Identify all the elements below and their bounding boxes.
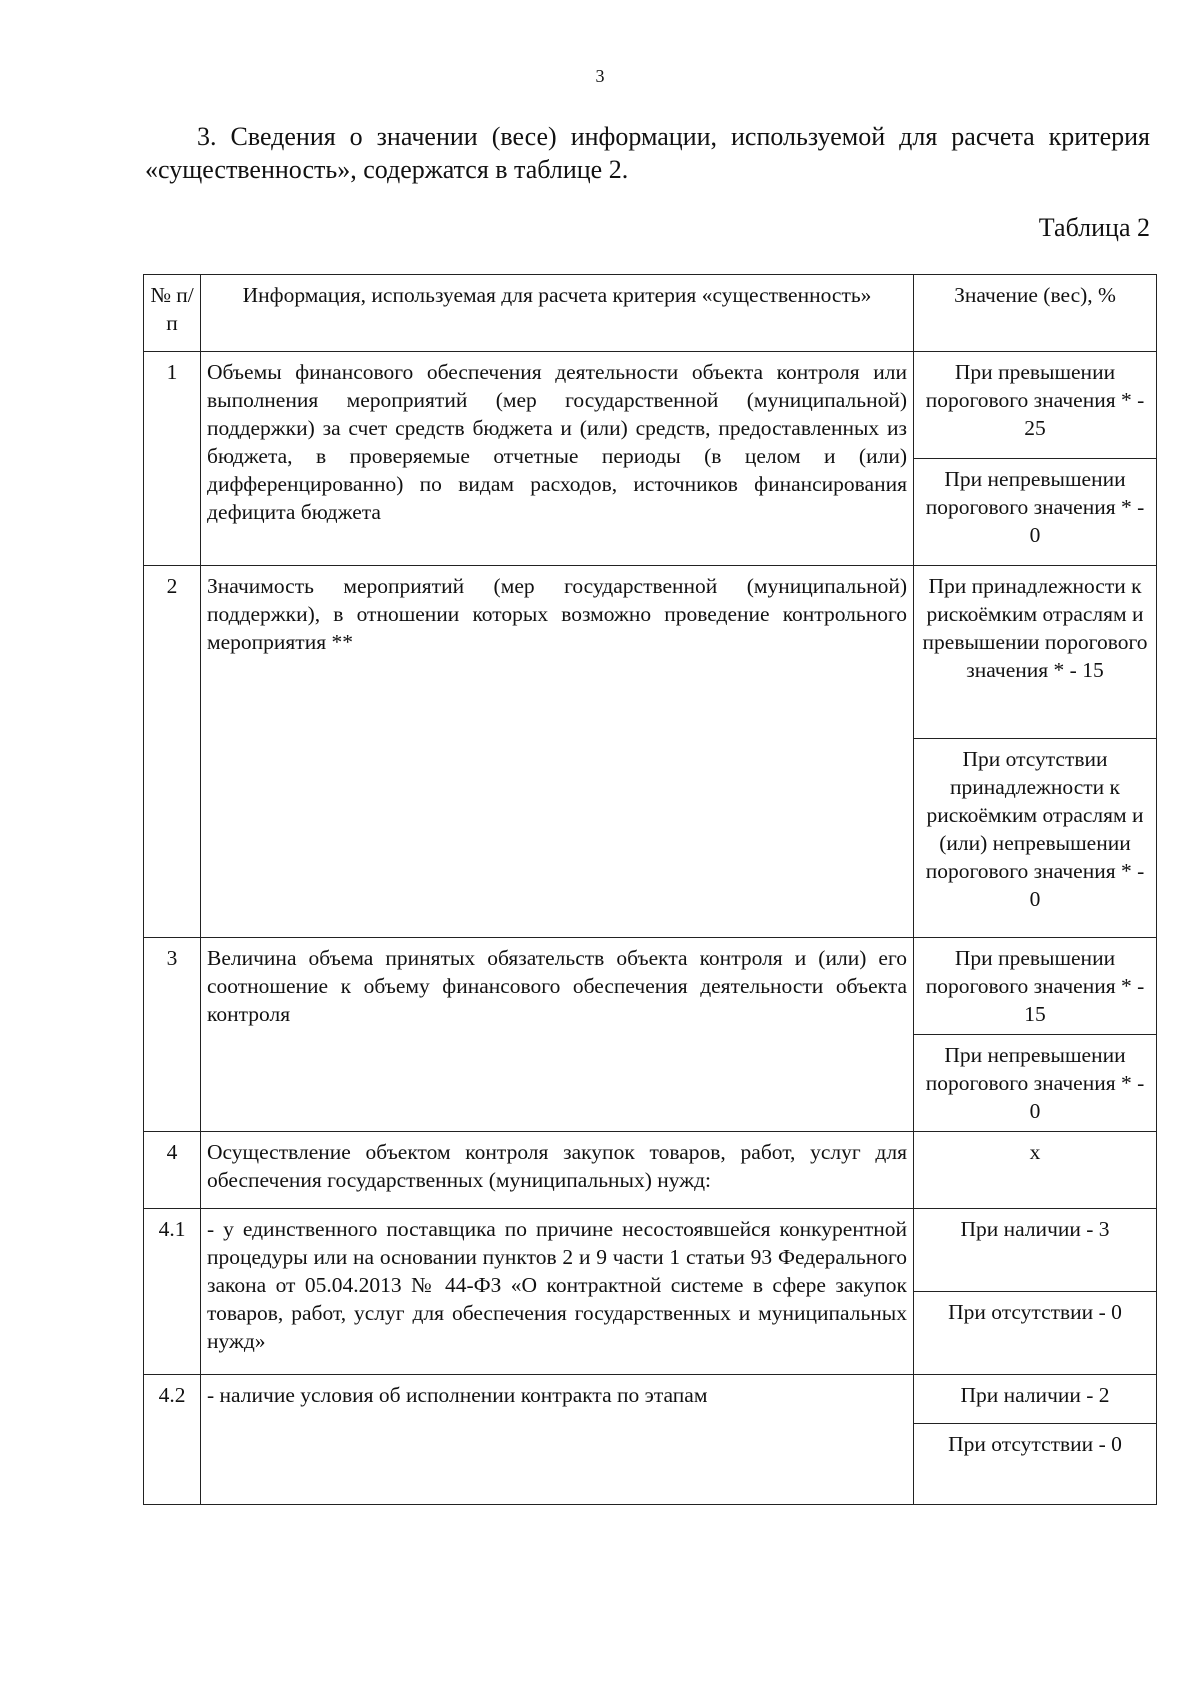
criteria-table [143,274,1157,1505]
row-value: При превышении порогового значения * - 15 [914,938,1157,1035]
table-row [144,938,1157,1035]
row-info: Величина объема принятых обязательств объекта контроля и (или) его соотношение к объему финансового обеспечения деятельности объекта контроля [201,938,914,1132]
row-value: При отсутствии - 0 [914,1424,1157,1505]
row-value: При превышении порогового значения * - 25 [914,352,1157,459]
row-value: При наличии - 3 [914,1209,1157,1292]
row-info: - у единственного поставщика по причине несостоявшейся конкурентной процедуры или на основании пунктов 2 и 9 части 1 статьи 93 Федерального закона от 05.04.2013 № 44-ФЗ «О контрактной системе в сфере закупок товаров, работ, услуг для обеспечения государственных и муниципальных нужд» [201,1209,914,1375]
row-num: 4.2 [144,1375,201,1505]
table-row [144,1375,1157,1424]
row-value: При отсутствии - 0 [914,1292,1157,1375]
row-value: При наличии - 2 [914,1375,1157,1424]
header-info: Информация, используемая для расчета критерия «существенность» [201,275,914,352]
header-num: № п/п [144,275,201,352]
row-value: При непревышении порогового значения * - 0 [914,459,1157,566]
row-value: При принадлежности к рискоёмким отраслям и превышении порогового значения * - 15 [914,566,1157,739]
table-row [144,1132,1157,1209]
table-caption: Таблица 2 [1038,213,1150,242]
row-num: 1 [144,352,201,566]
row-num: 2 [144,566,201,938]
row-info: Осуществление объектом контроля закупок товаров, работ, услуг для обеспечения государственных (муниципальных) нужд: [201,1132,914,1209]
table-row [144,352,1157,459]
row-info: - наличие условия об исполнении контракта по этапам [201,1375,914,1505]
row-value: При отсутствии принадлежности к рискоёмким отраслям и (или) непревышении порогового значения * - 0 [914,739,1157,938]
row-info: Значимость мероприятий (мер государственной (муниципальной) поддержки), в отношении которых возможно проведение контрольного мероприятия ** [201,566,914,938]
row-value: При непревышении порогового значения * - 0 [914,1035,1157,1132]
row-num: 4.1 [144,1209,201,1375]
table-row [144,566,1157,739]
page-number: 3 [595,66,605,86]
row-num: 3 [144,938,201,1132]
table-header-row [144,275,1157,352]
table-row [144,1209,1157,1292]
header-value: Значение (вес), % [914,275,1157,352]
row-value: х [914,1132,1157,1209]
row-num: 4 [144,1132,201,1209]
intro-paragraph: 3. Сведения о значении (весе) информации, используемой для расчета критерия «существенность», содержатся в таблице 2. [145,122,1150,184]
row-info: Объемы финансового обеспечения деятельности объекта контроля или выполнения мероприятий (мер государственной (муниципальной) поддержки) за счет средств бюджета и (или) средств, предоставленных из бюджета, в проверяемые отчетные периоды (в целом и (или) дифференцированно) по видам расходов, источников финансирования дефицита бюджета [201,352,914,566]
